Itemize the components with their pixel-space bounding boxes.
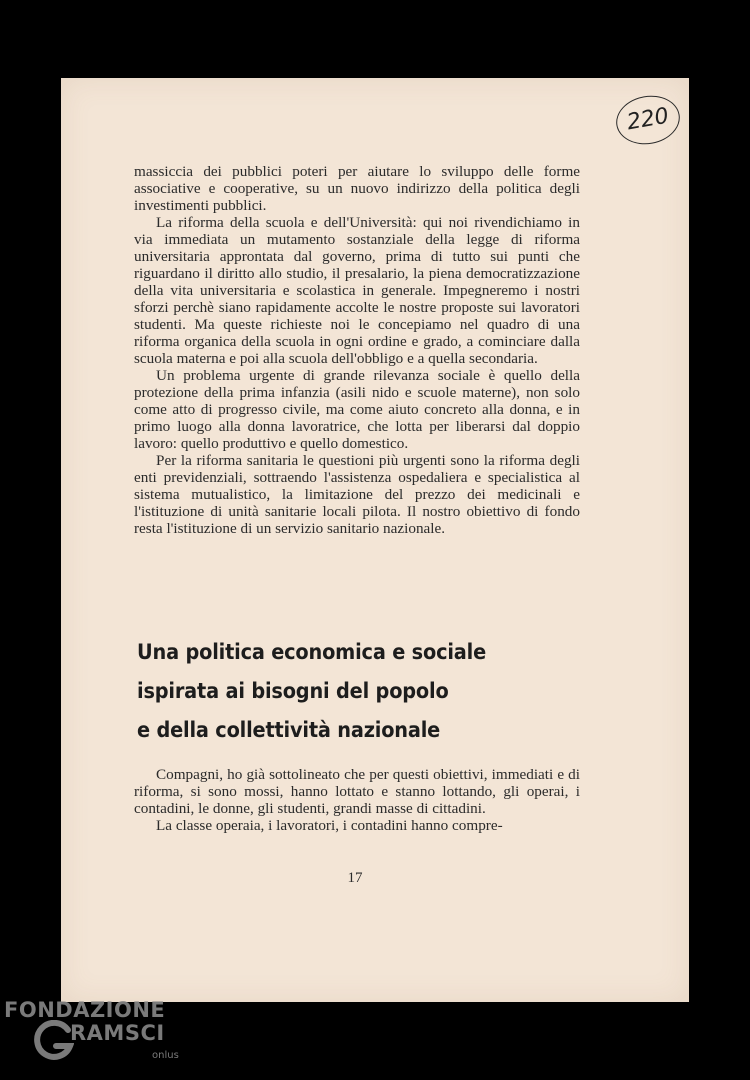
watermark-line-3: onlus	[152, 1050, 179, 1061]
paragraph: La riforma della scuola e dell'Università: qui noi rivendichiamo in via immediata un mutamento sostanziale della legge di riforma universitaria approntata dal governo, prima di tutto sui punti che riguardano il diritto allo studio, il presalario, la piena democratizzazione della vita universitaria e scolastica in generale. Impegneremo i nostri sforzi perchè siano rapidamente accolte le nostre proposte sui lavoratori studenti. Ma queste richieste noi le concepiamo nel quadro di una riforma organica della scuola in ogni ordine e grado, a cominciare dalla scuola materna e poi alla scuola dell'obbligo e a quella secondaria.	[134, 214, 580, 367]
watermark-line-1: FONDAZIONE	[4, 998, 166, 1022]
body-text-block-1	[134, 163, 580, 537]
watermark-logo	[4, 998, 194, 1078]
page-number: 17	[347, 870, 363, 886]
paragraph: massiccia dei pubblici poteri per aiutare lo sviluppo delle forme associative e cooperative, su un nuovo indirizzo della politica degli investimenti pubblici.	[134, 163, 580, 214]
paragraph: La classe operaia, i lavoratori, i contadini hanno compre-	[156, 817, 503, 834]
archive-number-stamp: 220	[612, 91, 683, 149]
watermark-g-logo-icon	[34, 1020, 74, 1062]
heading-line: ispirata ai bisogni del popolo	[137, 679, 449, 703]
paragraph: Per la riforma sanitaria le questioni più urgenti sono la riforma degli enti previdenziali, sottraendo l'assistenza ospedaliera e specialistica al sistema mutualistico, la limitazione del prezzo dei medicinali e l'istituzione di unità sanitarie locali pilota. Il nostro obiettivo di fondo resta l'istituzione di un servizio sanitario nazionale.	[134, 452, 580, 537]
body-text-block-2	[134, 766, 580, 834]
watermark-line-2: RAMSCI	[70, 1021, 165, 1045]
heading-line: Una politica economica e sociale	[137, 640, 487, 664]
paragraph: Un problema urgente di grande rilevanza sociale è quello della protezione della prima infanzia (asili nido e scuole materne), non solo come atto di progresso civile, ma come aiuto concreto alla donna, e in primo luogo alla donna lavoratrice, che lotta per liberarsi dal doppio lavoro: quello produttivo e quello domestico.	[134, 367, 580, 452]
paragraph: Compagni, ho già sottolineato che per questi obiettivi, immediati e di riforma, si sono mossi, hanno lottato e stanno lottando, gli operai, i contadini, le donne, gli studenti, grandi masse di cittadini.	[134, 766, 580, 817]
section-heading	[137, 633, 542, 750]
heading-line: e della collettività nazionale	[137, 718, 441, 742]
